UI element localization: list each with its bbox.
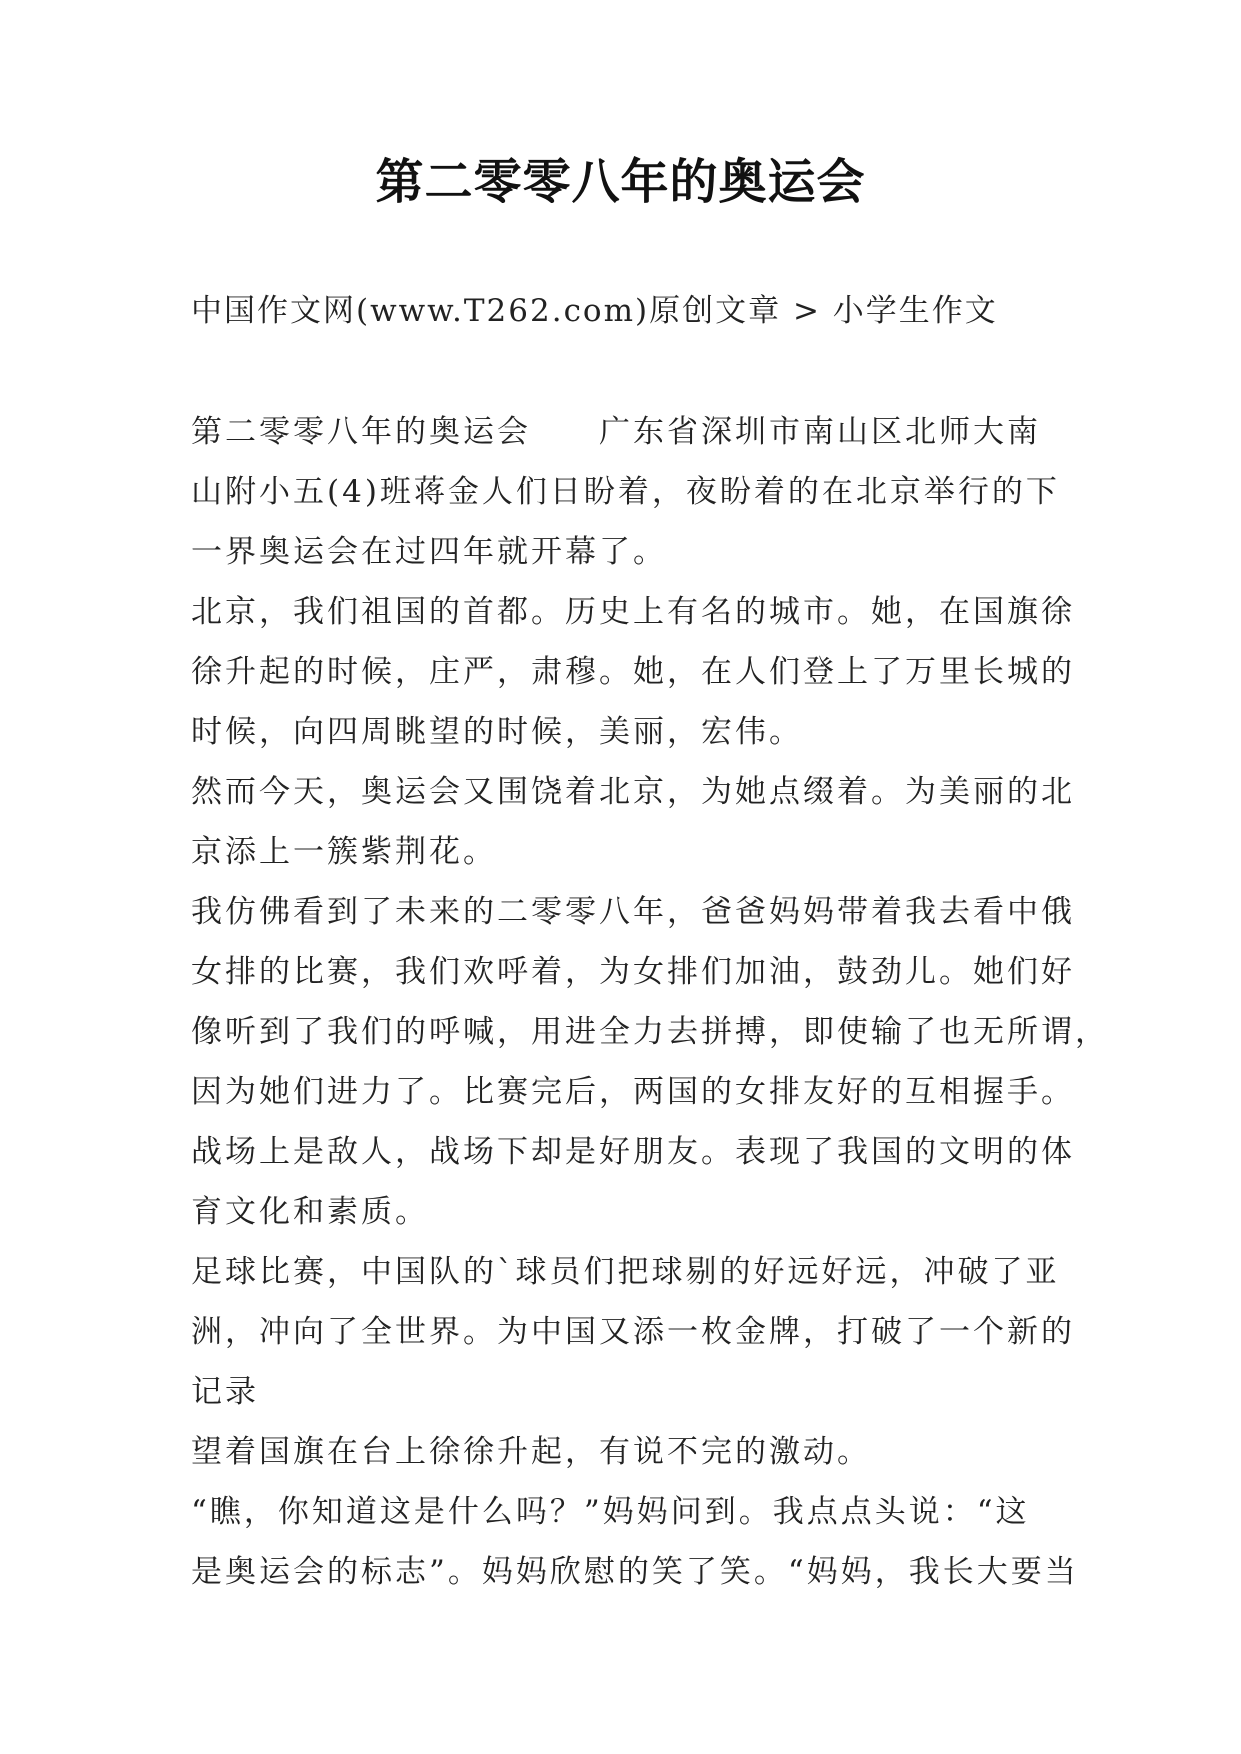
text-line: 育文化和素质。	[191, 1194, 429, 1230]
article-body	[191, 402, 1109, 1602]
text-line: 时候，向四周眺望的时候，美丽，宏伟。	[191, 714, 803, 750]
text-line: 战场上是敌人，战场下却是好朋友。表现了我国的文明的体	[191, 1134, 1075, 1170]
text-line: “瞧，你知道这是什么吗？”妈妈问到。我点点头说：“这	[191, 1494, 1030, 1530]
source-line: 中国作文网(www.T262.com)原创文章 > 小学生作文	[191, 293, 998, 329]
text-line: 像听到了我们的呼喊，用进全力去拼搏，即使输了也无所谓，	[191, 1014, 1109, 1050]
text-line: 女排的比赛，我们欢呼着，为女排们加油，鼓劲儿。她们好	[191, 954, 1075, 990]
text-line: 山附小五(4)班蒋金人们日盼着，夜盼着的在北京举行的下	[191, 474, 1060, 510]
text-line: 洲，冲向了全世界。为中国又添一枚金牌，打破了一个新的	[191, 1314, 1075, 1350]
text-line: 记录	[191, 1374, 259, 1410]
text-line: 我仿佛看到了未来的二零零八年，爸爸妈妈带着我去看中俄	[191, 894, 1075, 930]
text-line: 然而今天，奥运会又围饶着北京，为她点缀着。为美丽的北	[191, 774, 1075, 810]
text-line: 一界奥运会在过四年就开幕了。	[191, 534, 667, 570]
text-line: 北京，我们祖国的首都。历史上有名的城市。她，在国旗徐	[191, 594, 1075, 630]
text-line: 望着国旗在台上徐徐升起，有说不完的激动。	[191, 1434, 871, 1470]
text-line: 徐升起的时候，庄严，肃穆。她，在人们登上了万里长城的	[191, 654, 1075, 690]
text-line: 第二零零八年的奥运会 广东省深圳市南山区北师大南	[191, 414, 1041, 450]
text-line: 因为她们进力了。比赛完后，两国的女排友好的互相握手。	[191, 1074, 1075, 1110]
text-line: 足球比赛，中国队的`球员们把球剔的好远好远，冲破了亚	[191, 1254, 1060, 1290]
document-title: 第二零零八年的奥运会	[375, 154, 866, 210]
text-line: 京添上一簇紫荆花。	[191, 834, 497, 870]
text-line: 是奥运会的标志”。妈妈欣慰的笑了笑。“妈妈，我长大要当	[191, 1554, 1079, 1590]
